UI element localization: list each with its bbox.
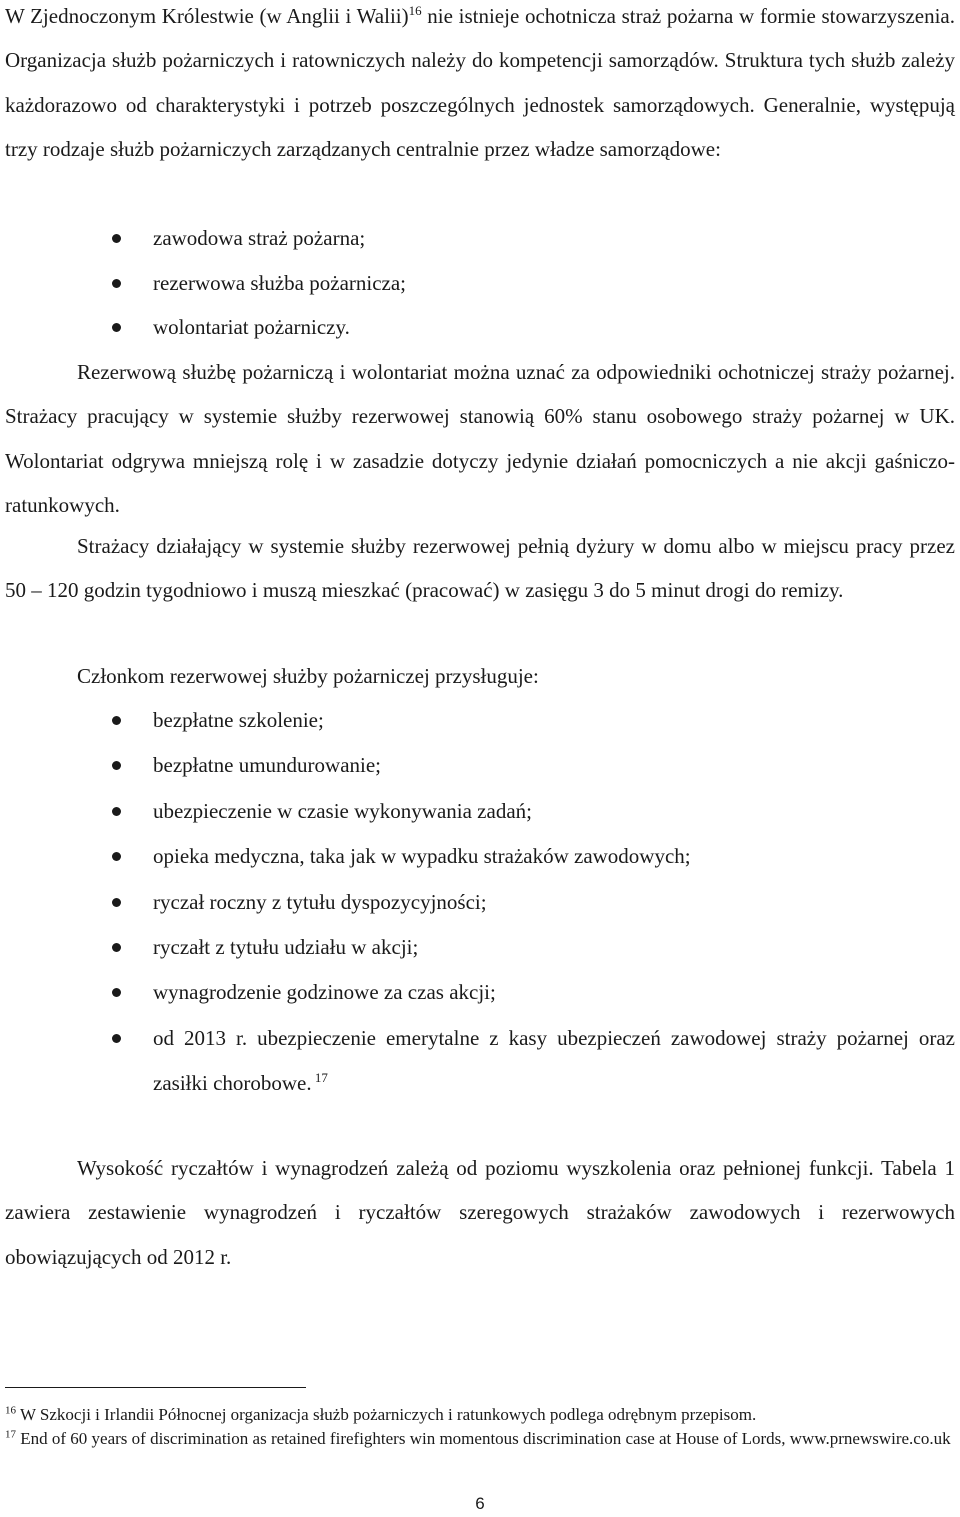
footnote-16 xyxy=(5,1403,955,1427)
footnote-separator xyxy=(5,1387,306,1388)
list-item-text: zawodowa straż pożarna; xyxy=(153,226,366,250)
list-item xyxy=(0,305,960,350)
list-item-text: bezpłatne szkolenie; xyxy=(153,708,324,732)
list-item-text: wolontariat pożarniczy. xyxy=(153,315,350,339)
list-item-text: rezerwowa służba pożarnicza; xyxy=(153,270,407,295)
paragraph-benefits-intro: Członkom rezerwowej służby pożarniczej przysługuje: xyxy=(77,664,539,688)
list-item xyxy=(0,970,960,1015)
footnote-text: End of 60 years of discrimination as retained firefighters win momentous discrimination case at House of Lords, www.prnewswire.co.uk xyxy=(16,1429,951,1448)
footnote-number: 17 xyxy=(5,1428,16,1441)
list-item xyxy=(0,925,960,970)
footnote-17 xyxy=(5,1427,955,1451)
paragraph-equivalents: Rezerwową służbę pożarniczą i wolontariat można uznać za odpowiedniki ochotniczej straży pożarnej. Strażacy pracujący w systemie służby rezerwowej stanowią 60% stanu osobowego straży pożarnej w UK. Wolontariat odgrywa mniejszą rolę i w zasadzie dotyczy jedynie działań pomocniczych a nie akcji gaśniczo-ratunkowych. xyxy=(5,360,955,517)
bullet-icon xyxy=(112,279,121,288)
bullet-icon xyxy=(112,323,121,332)
list-item-text: opieka medyczna, taka jak w wypadku strażaków zawodowych; xyxy=(153,844,691,869)
list-item-text: od 2013 r. ubezpieczenie emerytalne z kasy ubezpieczeń zawodowej straży pożarnej oraz zasiłki chorobowe. xyxy=(153,1025,955,1096)
list-item xyxy=(0,698,960,743)
list-item xyxy=(0,880,960,925)
paragraph-intro xyxy=(5,0,955,171)
list-item xyxy=(0,834,960,879)
page-number: 6 xyxy=(475,1494,485,1513)
bullet-icon xyxy=(112,898,121,907)
service-types-list xyxy=(0,216,960,350)
list-item xyxy=(0,1016,960,1107)
footnote-text: W Szkocji i Irlandii Północnej organizacja służb pożarniczych i ratunkowych podlega odrębnym przepisom. xyxy=(16,1405,757,1424)
paragraph-duty-hours: Strażacy działający w systemie służby rezerwowej pełnią dyżury w domu albo w miejscu pracy przez 50 – 120 godzin tygodniowo i muszą mieszkać (pracować) w zasięgu 3 do 5 minut drogi do remizy. xyxy=(5,534,955,603)
list-item xyxy=(0,261,960,306)
list-item xyxy=(0,216,960,261)
list-item xyxy=(0,743,960,788)
bullet-icon xyxy=(112,807,121,816)
bullet-icon xyxy=(112,761,121,770)
footnote-ref-17[interactable]: 17 xyxy=(311,1070,328,1086)
footnote-number: 16 xyxy=(5,1404,16,1417)
list-item-text: ryczał roczny z tytułu dyspozycyjności; xyxy=(153,889,487,914)
paragraph-remuneration: Wysokość ryczałtów i wynagrodzeń zależą od poziomu wyszkolenia oraz pełnionej funkcji. Tabela 1 zawiera zestawienie wynagrodzeń i ryczałtów szeregowych strażaków zawodowych i rezerwowych obowiązujących od 2012 r. xyxy=(5,1156,955,1269)
bullet-icon xyxy=(112,988,121,997)
bullet-icon xyxy=(112,1034,121,1043)
bullet-icon xyxy=(112,234,121,243)
list-item xyxy=(0,789,960,834)
bullet-icon xyxy=(112,852,121,861)
paragraph-intro-text-start: W Zjednoczonym Królestwie (w Anglii i Walii) xyxy=(5,4,409,28)
footnote-ref-16[interactable]: 16 xyxy=(408,3,422,18)
bullet-icon xyxy=(112,716,121,725)
list-item-text: wynagrodzenie godzinowe za czas akcji; xyxy=(153,980,496,1005)
paragraph-intro-text-end: nie istnieje ochotnicza straż pożarna w formie stowarzyszenia. Organizacja służb pożarniczych i ratowniczych należy do kompetencji samorządów. Struktura tych służb zależy każdorazowo od charakterystyki i potrzeb poszczególnych jednostek samorządowych. Generalnie, występują trzy rodzaje służb pożarniczych zarządzanych centralnie przez władze samorządowe: xyxy=(5,4,956,161)
list-item-text: bezpłatne umundurowanie; xyxy=(153,753,382,778)
list-item-text: ubezpieczenie w czasie wykonywania zadań; xyxy=(153,798,532,823)
list-item-text: ryczałt z tytułu udziału w akcji; xyxy=(153,935,419,960)
benefits-list xyxy=(0,698,960,1107)
bullet-icon xyxy=(112,943,121,952)
